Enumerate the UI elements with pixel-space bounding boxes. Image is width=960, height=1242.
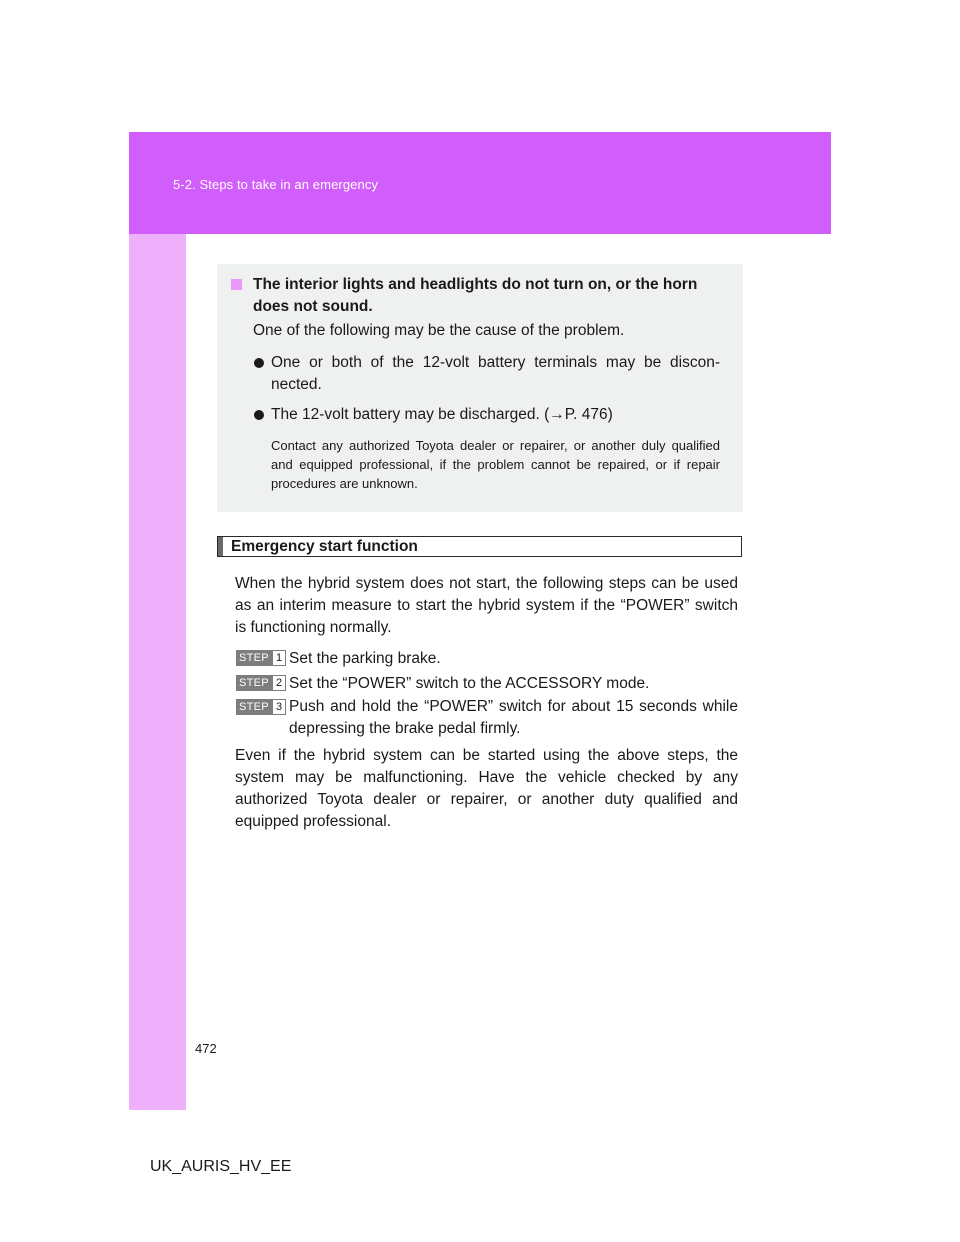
step-number: 3 bbox=[272, 699, 286, 715]
step-label: STEP bbox=[236, 675, 272, 691]
step-number: 1 bbox=[272, 650, 286, 666]
step-row bbox=[236, 671, 738, 696]
step-row bbox=[236, 646, 738, 671]
square-bullet-icon bbox=[231, 279, 242, 290]
step-row bbox=[236, 696, 738, 740]
footer-code: UK_AURIS_HV_EE bbox=[150, 1158, 292, 1175]
step-label: STEP bbox=[236, 699, 272, 715]
info-heading-text: The interior lights and headlights do not turn on, or the horn does not sound. bbox=[253, 276, 698, 315]
step-badge bbox=[236, 675, 286, 691]
info-heading bbox=[235, 274, 725, 318]
step-badge bbox=[236, 650, 286, 666]
step-badge bbox=[236, 699, 286, 715]
step-number: 2 bbox=[272, 675, 286, 691]
section-header bbox=[217, 536, 742, 557]
section-title: Emergency start function bbox=[231, 538, 418, 555]
section-header-bar bbox=[218, 537, 223, 556]
bullet-dot-icon bbox=[254, 410, 264, 420]
section-outro: Even if the hybrid system can be started using the above steps, the system may be malfunctioning. Have the vehicle checked by any authorized Toyota dealer or repairer, or another duty qualified and equipped professional. bbox=[235, 747, 738, 830]
bullet-dot-icon bbox=[254, 358, 264, 368]
step-text: Set the parking brake. bbox=[289, 650, 441, 667]
step-label: STEP bbox=[236, 650, 272, 666]
section-intro: When the hybrid system does not start, the following steps can be used as an interim measure to start the hybrid system if the “POWER” switch is functioning normally. bbox=[235, 575, 738, 636]
step-text: Push and hold the “POWER” switch for about 15 seconds while depressing the brake pedal firmly. bbox=[289, 698, 738, 737]
list-item-text: The 12-volt battery may be discharged. (→P. 476) bbox=[271, 406, 613, 423]
info-box bbox=[217, 264, 743, 512]
chapter-section-title: 5-2. Steps to take in an emergency bbox=[173, 177, 379, 192]
side-tab-band bbox=[129, 234, 186, 1110]
step-text: Set the “POWER” switch to the ACCESSORY mode. bbox=[289, 675, 650, 692]
page-number: 472 bbox=[195, 1041, 217, 1056]
info-note: Contact any authorized Toyota dealer or repairer, or another duly qualified and equipped professional, if the problem cannot be repaired, or if repair procedures are unknown. bbox=[271, 438, 720, 491]
info-intro: One of the following may be the cause of the problem. bbox=[253, 322, 625, 339]
list-item bbox=[253, 352, 720, 396]
chapter-header bbox=[129, 132, 831, 234]
list-item-text: One or both of the 12-volt battery terminals may be discon-nected. bbox=[271, 354, 720, 393]
list-item bbox=[253, 404, 720, 426]
